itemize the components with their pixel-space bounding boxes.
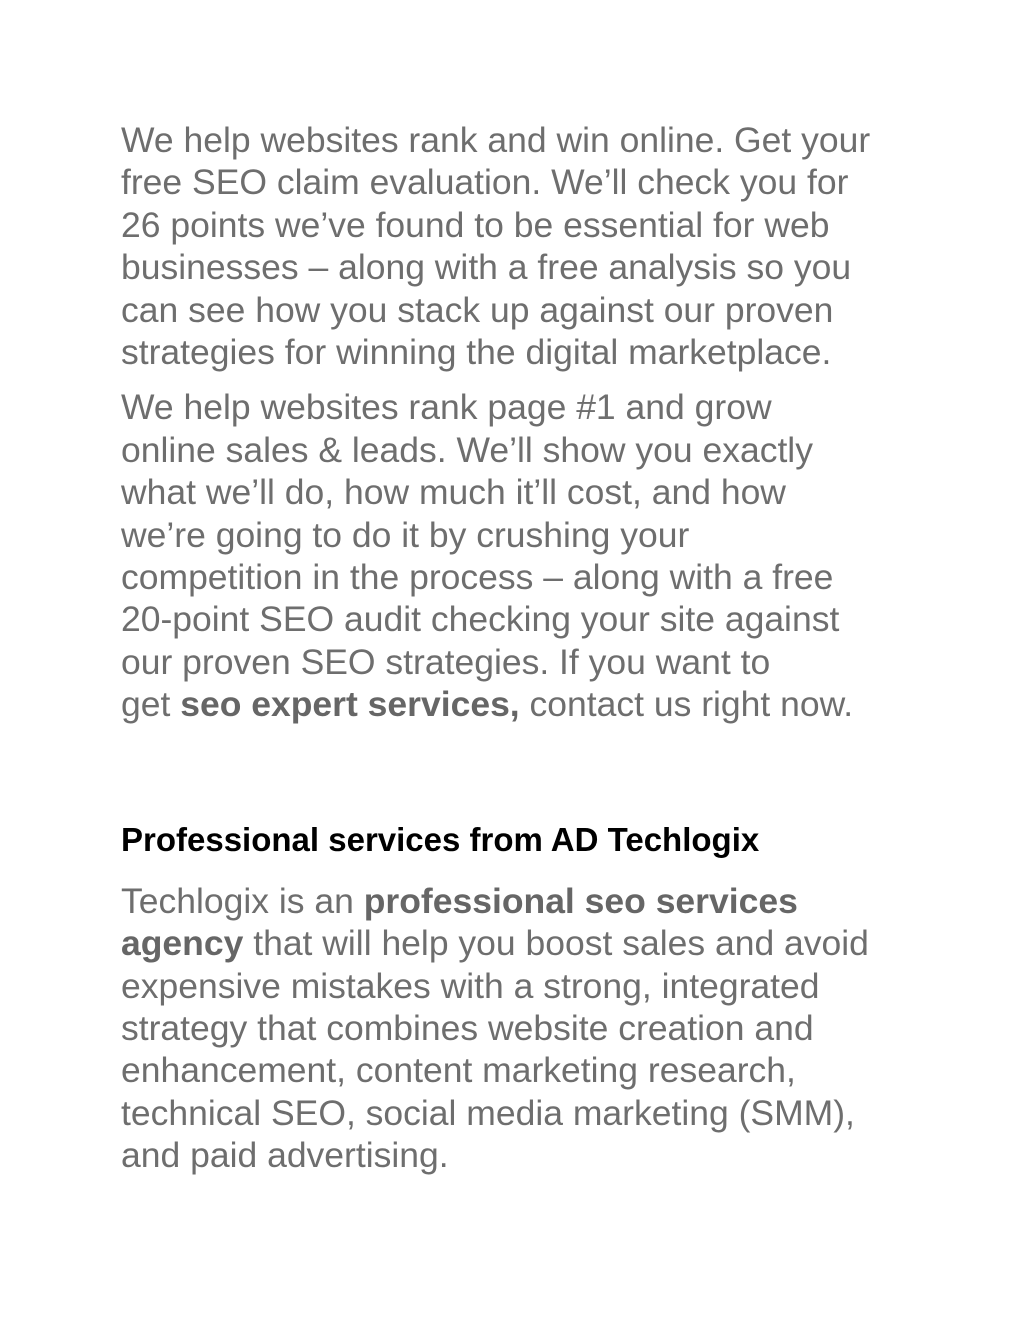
intro-line: 26 points we’ve found to be essential for web	[121, 204, 830, 245]
agency-line: enhancement, content marketing research,	[121, 1050, 796, 1091]
intro-line: can see how you stack up against our proven	[121, 289, 834, 330]
agency-line: technical SEO, social media marketing (SMM),	[121, 1092, 855, 1133]
services-line: competition in the process – along with a free	[121, 557, 834, 598]
agency-line: expensive mistakes with a strong, integrated	[121, 965, 820, 1006]
agency-paragraph	[121, 880, 911, 1177]
services-line: We help websites rank page #1 and grow	[121, 387, 772, 428]
agency-line-2	[121, 922, 911, 964]
professional-seo-services-link[interactable]: professional seo services	[363, 880, 798, 921]
services-last-line	[121, 683, 911, 725]
services-line: our proven SEO strategies. If you want to	[121, 641, 771, 682]
agency-line: strategy that combines website creation and	[121, 1007, 814, 1048]
intro-line: We help websites rank and win online. Get your	[121, 120, 871, 160]
services-line: 20-point SEO audit checking your site against	[121, 599, 840, 640]
services-line: what we’ll do, how much it’ll cost, and how	[121, 472, 786, 513]
agency-line: and paid advertising.	[121, 1135, 449, 1176]
intro-paragraph	[121, 119, 911, 373]
services-line: we’re going to do it by crushing your	[121, 514, 690, 555]
services-paragraph	[121, 386, 911, 725]
services-line: online sales & leads. We’ll show you exactly	[121, 429, 813, 470]
agency-line-1	[121, 880, 911, 922]
intro-line: strategies for winning the digital marketplace.	[121, 332, 832, 373]
section-heading: Professional services from AD Techlogix	[121, 820, 760, 858]
agency-link[interactable]: agency	[121, 923, 244, 964]
agency-prefix: Techlogix is an	[121, 880, 364, 921]
agency-line: that will help you boost sales and avoid	[243, 923, 869, 964]
seo-expert-services-link[interactable]: seo expert services,	[180, 684, 520, 725]
services-last-line-prefix: get	[121, 684, 181, 725]
intro-line: businesses – along with a free analysis so you	[121, 247, 852, 288]
intro-line: free SEO claim evaluation. We’ll check you for	[121, 162, 849, 203]
services-last-line-suffix: contact us right now.	[519, 684, 854, 725]
document-content	[121, 119, 911, 1177]
